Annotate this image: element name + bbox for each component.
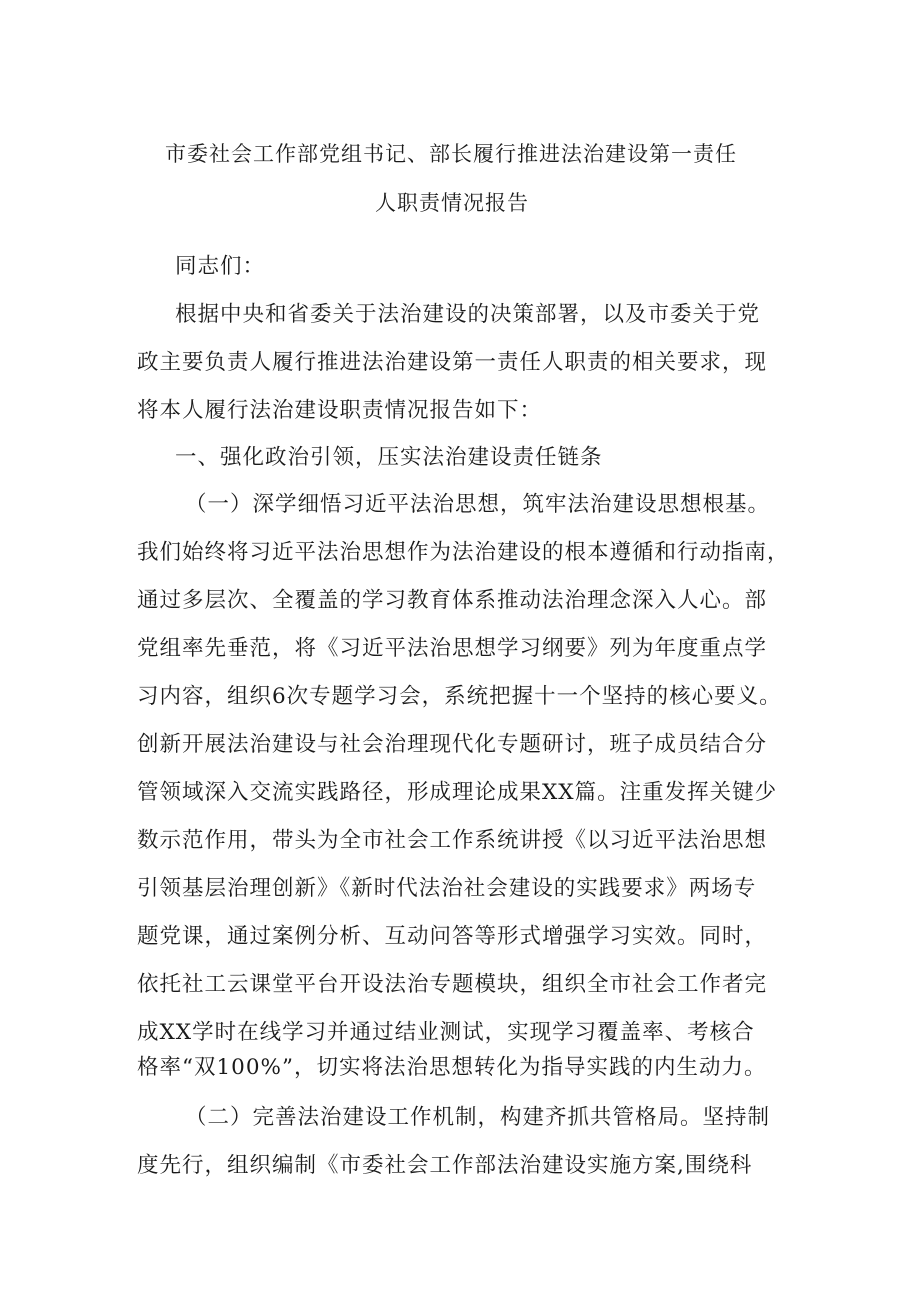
subsection-heading: （二）完善法治建设工作机制，构建齐抓共管格局。坚持制: [185, 1105, 771, 1130]
body-line: 党组率先垂范，将《习近平法治思想学习纲要》列为年度重点学: [137, 636, 768, 661]
section-heading: 一、强化政治引领，压实法治建设责任链条: [175, 445, 603, 470]
body-line: 根据中央和省委关于法治建设的决策部署，以及市委关于党: [175, 302, 761, 327]
document-title-line-2: 人职责情况报告: [375, 191, 529, 215]
body-line: 依托社工云课堂平台开设法治专题模块，组织全市社会工作者完: [137, 972, 768, 997]
body-line: 度先行，组织编制《市委社会工作部法治建设实施方案,围绕科: [137, 1153, 753, 1178]
body-line: 数示范作用，带头为全市社会工作系统讲授《以习近平法治思想: [137, 828, 768, 853]
subsection-heading: （一）深学细悟习近平法治思想，筑牢法治建设思想根基。: [185, 492, 771, 517]
body-line: 引领基层治理创新》《新时代法治社会建设的实践要求》两场专: [137, 876, 757, 901]
body-line: 将本人履行法治建设职责情况报告如下：: [137, 398, 543, 423]
body-line: 格率“双100%”，切实将法治思想转化为指导实践的内生动力。: [137, 1055, 767, 1080]
body-line: 政主要负责人履行推进法治建设第一责任人职责的相关要求，现: [137, 350, 768, 375]
body-line: 习内容，组织6次专题学习会，系统把握十一个坚持的核心要义。: [137, 684, 782, 709]
salutation: 同志们：: [175, 254, 266, 279]
body-line: 通过多层次、全覆盖的学习教育体系推动法治理念深入人心。部: [137, 588, 768, 613]
body-line: 成XX学时在线学习并通过结业测试，实现学习覆盖率、考核合: [137, 1020, 755, 1045]
body-line: 创新开展法治建设与社会治理现代化专题研讨，班子成员结合分: [137, 732, 768, 757]
body-line: 题党课，通过案例分析、互动问答等形式增强学习实效。同时，: [137, 924, 768, 949]
body-line: 我们始终将习近平法治思想作为法治建设的根本遵循和行动指南，: [137, 540, 790, 565]
document-title-line-1: 市委社会工作部党组书记、部长履行推进法治建设第一责任: [165, 142, 737, 166]
body-line: 管领域深入交流实践路径，形成理论成果XX篇。注重发挥关键少: [137, 780, 778, 805]
